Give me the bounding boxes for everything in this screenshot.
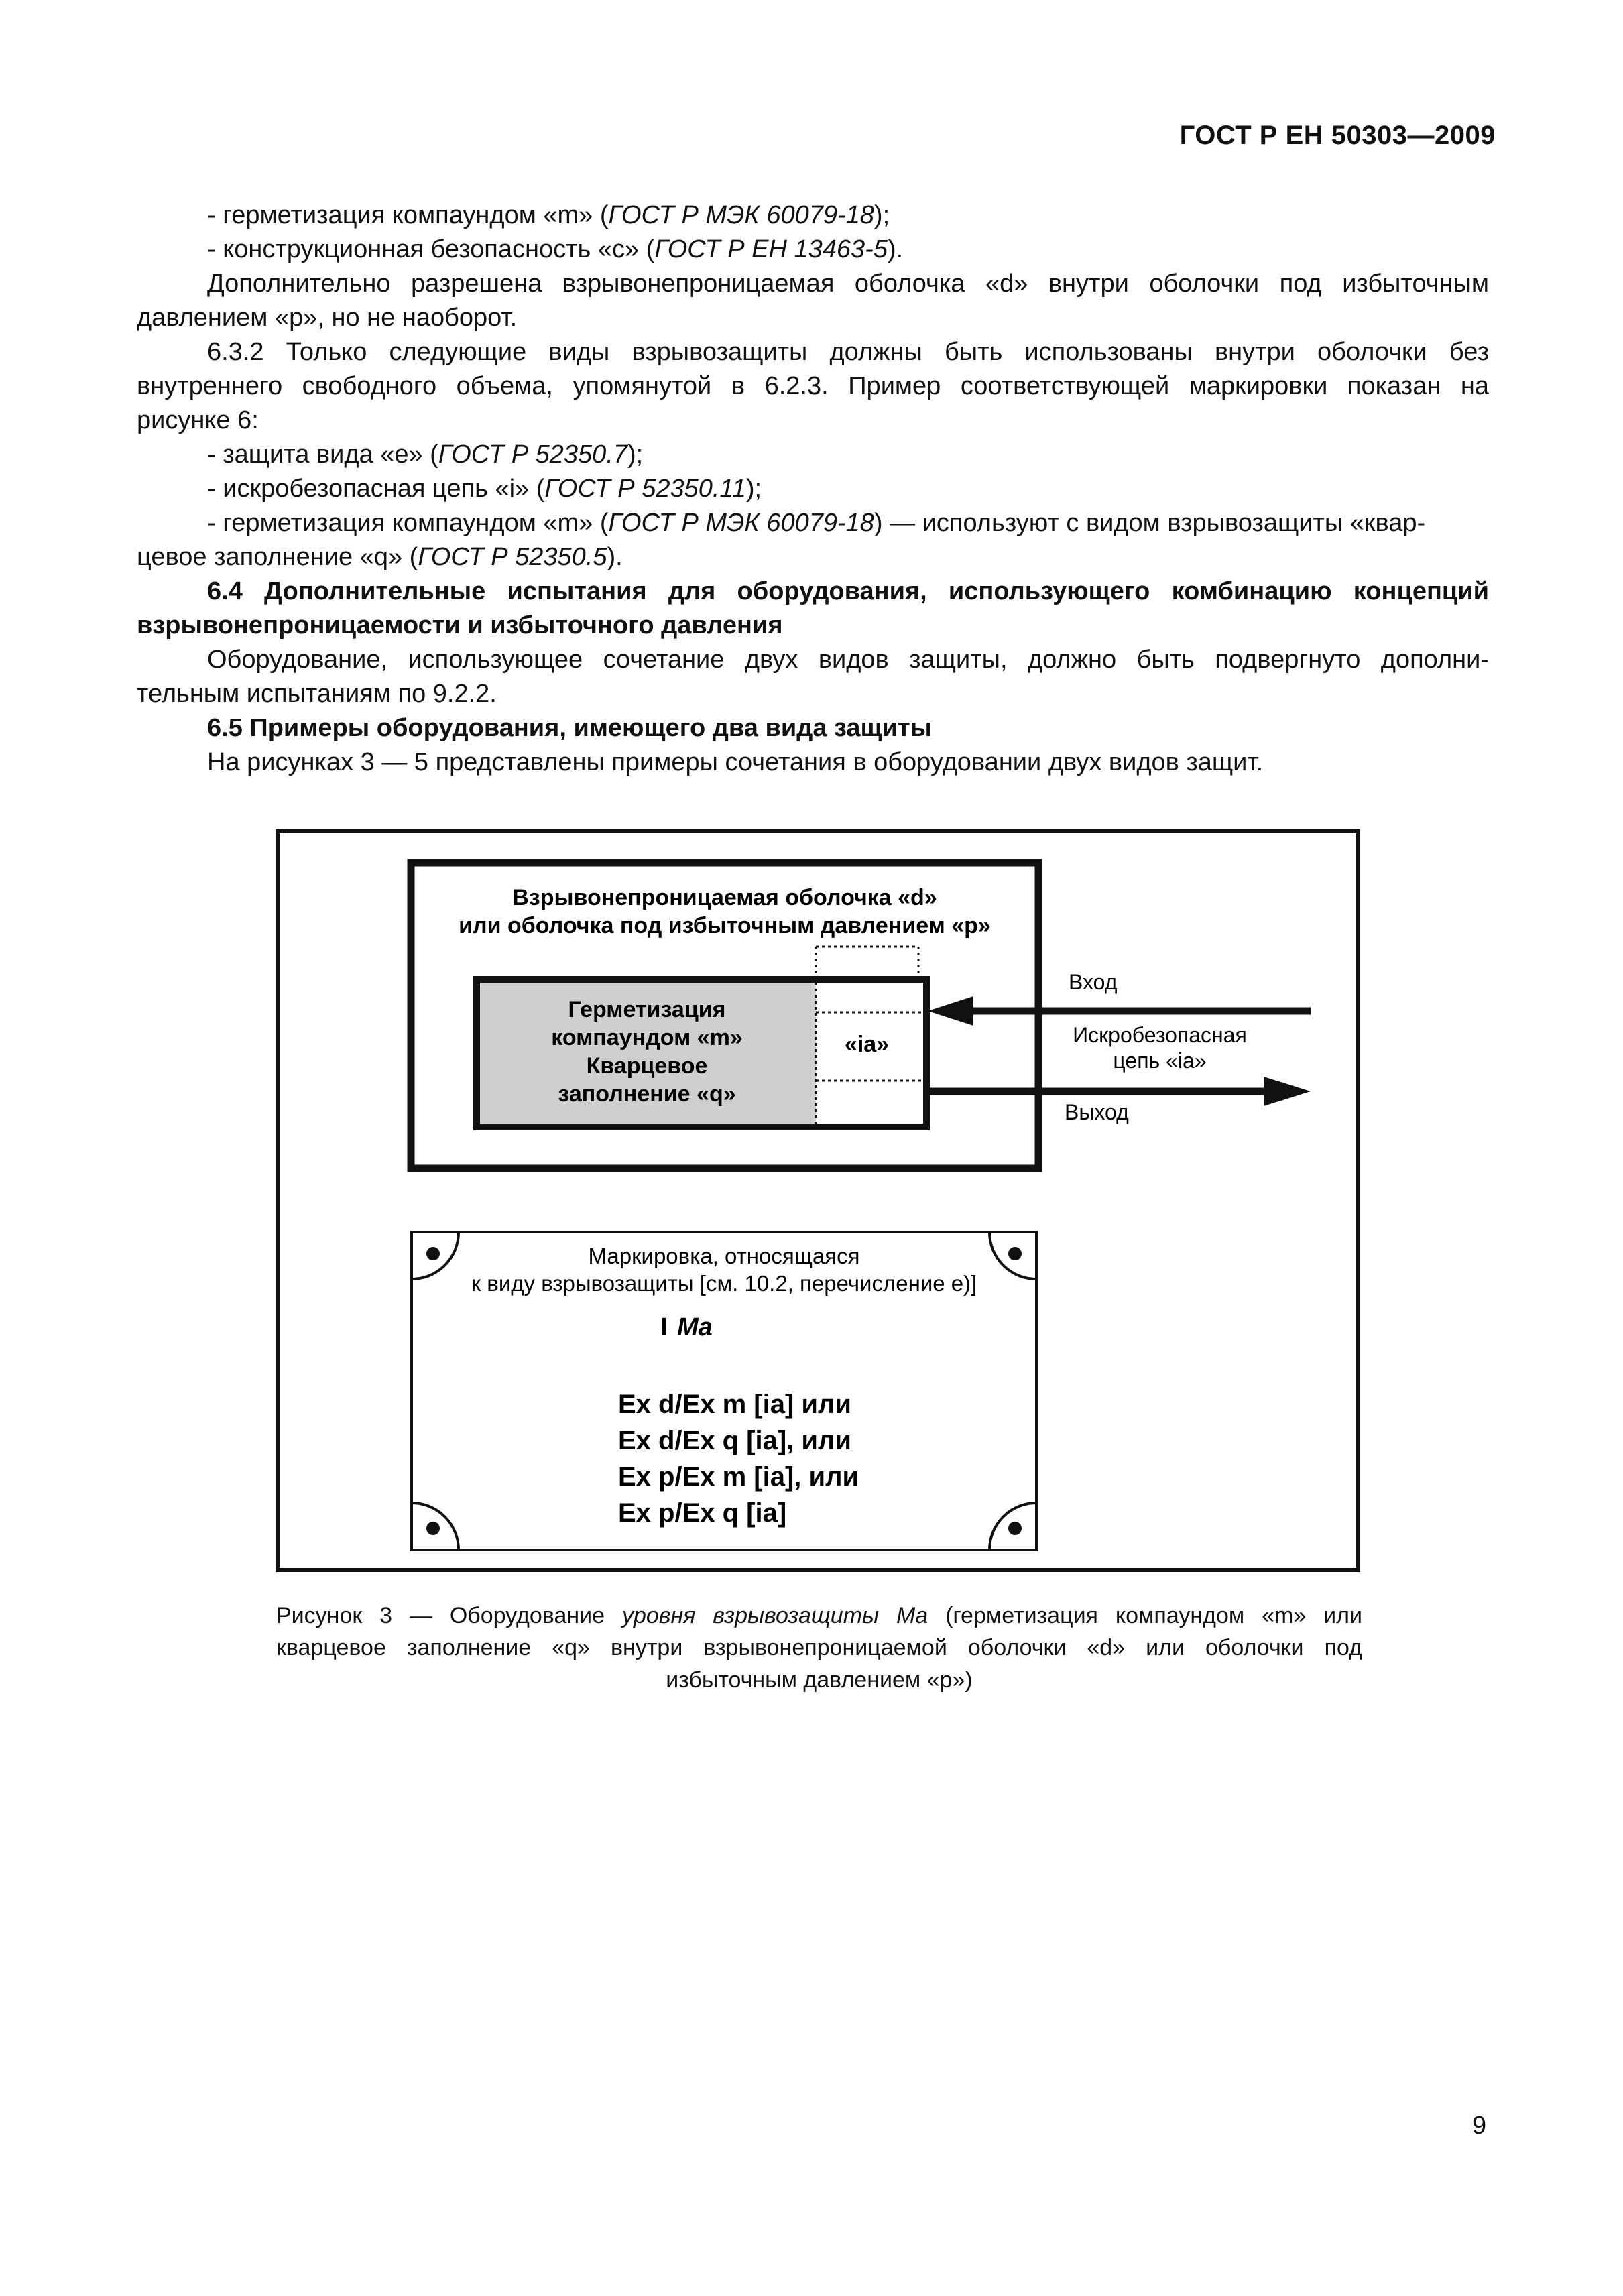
caption-italic: уровня взрывозащиты Ma [621,1603,928,1628]
circuit-label: Искробезопасная [1073,1023,1247,1047]
list-item-text: ); [874,201,890,229]
heading-text: 6.4 Дополнительные испытания для оборудования, использующего комбинацию концепций [207,577,1489,605]
outer-enclosure-title: Взрывонепроницаемая оболочка «d» [512,885,937,910]
standard-reference: ГОСТ Р ЕН 13463-5 [654,235,888,263]
list-item-text: - герметизация компаундом «m» ( [207,509,609,537]
list-item-text: ). [887,235,904,263]
caption-line: кварцевое заполнение «q» внутри взрывонепроницаемой оболочки «d» или оболочки под [276,1635,1362,1660]
marking-line: Ex p/Ex q [ia] [618,1498,787,1528]
list-item-text: - герметизация компаундом «m» ( [207,201,609,229]
list-item-text: ) — используют с видом взрывозащиты «квар- [874,509,1426,537]
ia-label: «ia» [844,1032,890,1057]
list-item-text: - защита вида «e» ( [207,440,438,469]
plate-caption: Маркировка, относящаяся [588,1244,860,1268]
standard-reference: ГОСТ Р МЭК 60079-18 [608,201,874,229]
encapsulation-label: заполнение «q» [558,1081,736,1107]
page-number: 9 [1472,2112,1487,2140]
caption-text: Рисунок 3 — Оборудование [276,1603,622,1628]
standard-reference: ГОСТ Р 52350.7 [438,440,628,469]
paragraph-text: внутреннего свободного объема, упомянутой в 6.2.3. Пример соответствующей маркировки показан на [137,372,1489,400]
caption-line [276,1599,1362,1632]
plate-level: Ma [677,1313,713,1341]
caption-line: избыточным давлением «p») [666,1667,973,1693]
marking-line: Ex d/Ex m [ia] или [618,1390,852,1419]
list-item-text: ); [627,440,644,469]
paragraph-text: Дополнительно разрешена взрывонепроницаемая оболочка «d» внутри оболочки под избыточным [207,269,1489,298]
paragraph-line: рисунке 6: [137,406,259,434]
section-heading-6-4-cont: взрывонепроницаемости и избыточного давления [137,611,783,640]
standard-reference: ГОСТ Р 52350.5 [418,543,607,571]
caption-text: (герметизация компаундом «m» или [928,1603,1362,1628]
list-item-text: цевое заполнение «q» ( [137,543,418,571]
list-item-text: ); [745,475,762,503]
plate-caption: к виду взрывозащиты [см. 10.2, перечисление e)] [471,1271,977,1296]
screw-icon [1008,1522,1022,1535]
paragraph-line: На рисунках 3 — 5 представлены примеры сочетания в оборудовании двух видов защит. [207,748,1264,776]
screw-icon [1008,1247,1022,1260]
standard-reference: ГОСТ Р МЭК 60079-18 [608,509,874,537]
circuit-label: цепь «ia» [1113,1048,1207,1073]
marking-line: Ex p/Ex m [ia], или [618,1462,859,1492]
document-header: ГОСТ Р ЕН 50303—2009 [1179,121,1496,150]
marking-line: Ex d/Ex q [ia], или [618,1426,851,1455]
figure-caption [276,1599,1362,1696]
encapsulation-label: компаундом «m» [551,1025,743,1050]
plate-group: I [660,1313,668,1341]
paragraph-text: Оборудование, использующее сочетание двух видов защиты, должно быть подвергнуто дополни- [207,646,1489,674]
list-item-text: - искробезопасная цепь «i» ( [207,475,545,503]
paragraph-text: 6.3.2 Только следующие виды взрывозащиты должны быть использованы внутри оболочки без [207,338,1489,366]
input-arrowhead [928,996,973,1026]
input-label: Вход [1069,970,1118,994]
output-arrowhead [1264,1077,1311,1106]
encapsulation-label: Кварцевое [586,1053,708,1079]
encapsulation-label: Герметизация [568,997,726,1022]
output-label: Выход [1065,1100,1129,1124]
standard-reference: ГОСТ Р 52350.11 [544,475,746,503]
list-item-text: - конструкционная безопасность «c» ( [207,235,655,263]
paragraph-line: тельным испытаниям по 9.2.2. [137,680,497,708]
section-heading-6-5: 6.5 Примеры оборудования, имеющего два вида защиты [207,714,933,742]
outer-enclosure-title: или оболочка под избыточным давлением «p» [459,913,991,939]
paragraph-line: давлением «p», но не наоборот. [137,304,518,332]
list-item-text: ). [607,543,623,571]
screw-icon [426,1522,440,1535]
screw-icon [426,1247,440,1260]
